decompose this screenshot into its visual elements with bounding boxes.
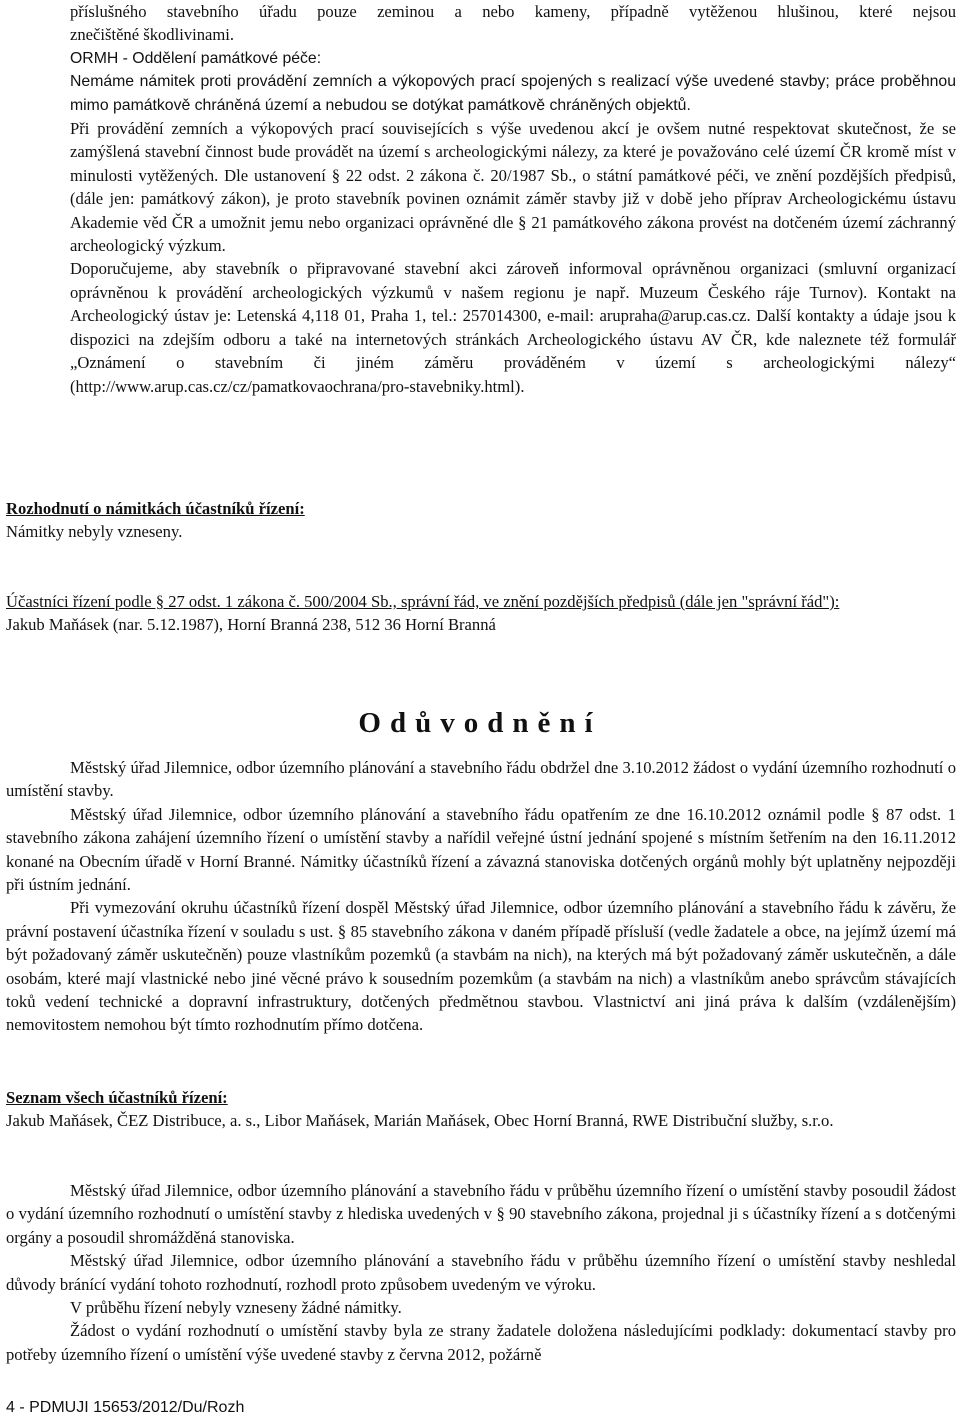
closing-section <box>6 1179 956 1366</box>
ormh-heading: ORMH - Oddělení památkové péče: <box>70 49 322 67</box>
closing-paragraph-1: Městský úřad Jilemnice, odbor územního plánování a stavebního řádu v průběhu územního řízení o umístění stavby posoudil žádost o vydání územního rozhodnutí o umístění stavby z hlediska uvedených v § 90 stavebního zákona, projednal ji s účastníky řízení a s dotčenými orgány a posoudil shromážděná stanoviska. <box>6 1181 956 1247</box>
participants-heading: Účastníci řízení podle § 27 odst. 1 zákona č. 500/2004 Sb., správní řád, ve znění pozdějších předpisů (dále jen "správní řád"): <box>6 592 840 611</box>
objections-section <box>6 497 956 544</box>
reasoning-paragraph-3: Při vymezování okruhu účastníků řízení dospěl Městský úřad Jilemnice, odbor územního plánování a stavebního řádu k závěru, že právní postavení účastníka řízení v souladu s ust. § 85 stavebního zákona v daném případě přísluší (vedle žadatele a obce, na jejímž území má být požadovaný záměr uskutečněn) pouze vlastníkům pozemků (a stavbám na nich), na kterých má být požadovaný záměr uskutečněn, a dále osobám, které mají vlastnické nebo jiné věcné právo k sousedním pozemkům (a stavbám na nich) a vlastníkům anebo správcům stávajících toků vedení technické a dopravní infrastruktury, dotčených předmětnou stavbou. Vlastnictví ani jiná práva k dalším (vzdálenějším) nemovitostem nemohou být tímto rozhodnutím přímo dotčena. <box>6 898 956 1035</box>
closing-paragraph-3: V průběhu řízení nebyly vzneseny žádné námitky. <box>70 1298 402 1318</box>
ormh-paragraph-1: Nemáme námitek proti provádění zemních a výkopových prací spojených s realizací výše uvedené stavby; práce proběhnou mimo památkově chráněná území a nebudou se dotýkat památkově chráněných objektů. <box>70 73 956 114</box>
objections-heading: Rozhodnutí o námitkách účastníků řízení: <box>6 499 305 518</box>
participants-text: Jakub Maňásek (nar. 5.12.1987), Horní Branná 238, 512 36 Horní Branná <box>6 615 496 635</box>
reasoning-paragraph-2: Městský úřad Jilemnice, odbor územního plánování a stavebního řádu opatřením ze dne 16.10.2012 oznámil podle § 87 odst. 1 stavebního zákona zahájení územního řízení o umístění stavby a nařídil veřejné ústní jednání spojené s místním šetřením na den 16.11.2012 konané na Obecním úřadě v Horní Branné. Námitky účastníků řízení a závazná stanoviska dotčených orgánů mohly být uplatněny nejpozději při ústním jednání. <box>6 804 956 895</box>
reasoning-paragraph-1: Městský úřad Jilemnice, odbor územního plánování a stavebního řádu obdržel dne 3.10.2012 žádost o vydání územního rozhodnutí o umístění stavby. <box>6 758 956 801</box>
participants-list-heading: Seznam všech účastníků řízení: <box>6 1088 228 1107</box>
participants-list-text: Jakub Maňásek, ČEZ Distribuce, a. s., Libor Maňásek, Marián Maňásek, Obec Horní Branná, RWE Distribuční služby, s.r.o. <box>6 1111 834 1131</box>
page-footer: 4 - PDMUJI 15653/2012/Du/Rozh <box>6 1399 245 1416</box>
reasoning-title: Odůvodnění <box>358 707 602 739</box>
top-continuation <box>6 0 956 398</box>
continuation-line-2: znečištěné škodlivinami. <box>70 25 235 45</box>
ormh-paragraph-2: Při provádění zemních a výkopových prací souvisejících s výše uvedenou akcí je ovšem nutné respektovat skutečnost, že se zamýšlená stavební činnost bude provádět na území s archeologickými nálezy, za které je považováno celé území ČR kromě míst v minulosti vytěžených. Dle ustanovení § 22 odst. 2 zákona č. 20/1987 Sb., o státní památkové péči, ve znění pozdějších předpisů, (dále jen: památkový zákon), je proto stavebník povinen oznámit záměr stavby již v době jeho příprav Archeologickému ústavu Akademie věd ČR a umožnit jemu nebo organizaci oprávněné dle § 21 památkového zákona provést na dotčeném území záchranný archeologický výzkum. <box>70 119 956 256</box>
continuation-line-1: příslušného stavebního úřadu pouze zeminou a nebo kameny, případně vytěženou hlušinou, které nejsou <box>70 2 956 21</box>
participants-section <box>6 590 956 637</box>
ormh-paragraph-3: Doporučujeme, aby stavebník o připravované stavební akci zároveň informoval oprávněnou organizaci (smluvní organizací oprávněnou k provádění archeologických výzkumů v našem regionu je např. Muzeum Českého ráje Turnov). Kontakt na Archeologický ústav je: Letenská 4,118 01, Praha 1, tel.: 257014300, e-mail: arupraha@arup.cas.cz. Další kontakty a údaje jsou k dispozici na zdejším odboru a také na internetových stránkách Archeologického ústavu AV ČR, kde naleznete též formulář „Oznámení o stavebním či jiném záměru prováděném v území s archeologickými nálezy“ (http://www.arup.cas.cz/cz/pamatkovaochrana/pro-stavebniky.html). <box>70 259 956 396</box>
closing-paragraph-2: Městský úřad Jilemnice, odbor územního plánování a stavebního řádu v průběhu územního řízení o umístění stavby neshledal důvody bránící vydání tohoto rozhodnutí, rozhodl proto způsobem uvedeným ve výroku. <box>6 1251 956 1294</box>
participants-list-section <box>6 1086 956 1133</box>
objections-text: Námitky nebyly vzneseny. <box>6 522 183 542</box>
reasoning-section <box>6 756 956 1037</box>
closing-paragraph-4: Žádost o vydání rozhodnutí o umístění stavby byla ze strany žadatele doložena následujícími podklady: dokumentací stavby pro potřeby územního řízení o umístění výše uvedené stavby z června 2012, požárně <box>6 1321 956 1364</box>
